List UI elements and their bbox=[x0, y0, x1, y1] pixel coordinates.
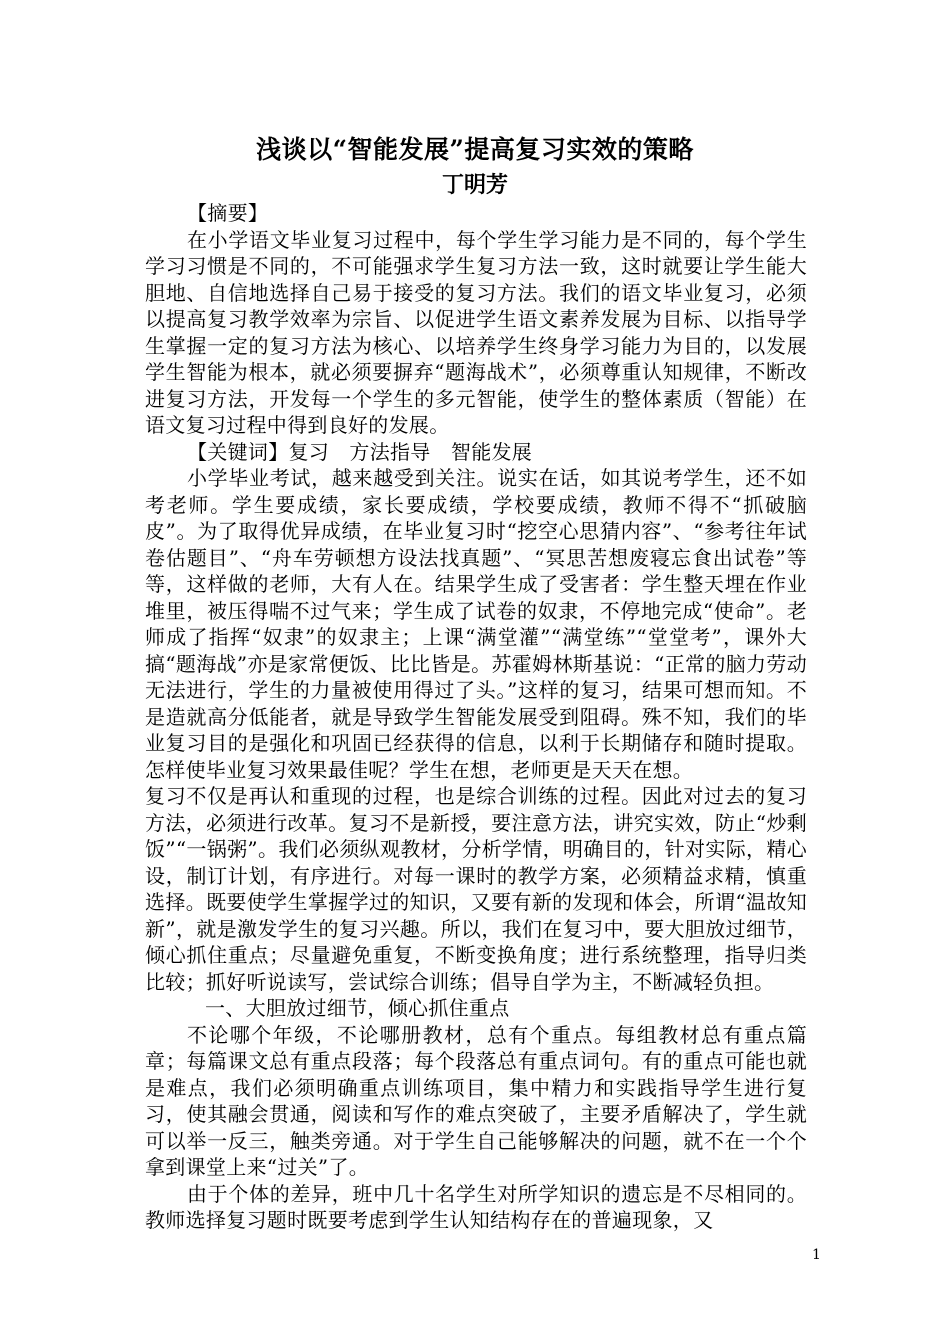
body-paragraph-4: 由于个体的差异，班中几十名学生对所学知识的遗忘是不尽相同的。教师选择复习题时既要考虑到学生认知结构存在的普遍现象，又 bbox=[145, 1181, 807, 1232]
document-title: 浅谈以“智能发展”提高复习实效的策略 bbox=[256, 135, 694, 164]
keywords-line: 【关键词】复习 方法指导 智能发展 bbox=[187, 439, 533, 464]
document-author: 丁明芳 bbox=[441, 172, 508, 198]
body-paragraph-1: 小学毕业考试，越来越受到关注。说实在话，如其说考学生，还不如考老师。学生要成绩，家长要成绩，学校要成绩，教师不得不“抓破脑皮”。为了取得优异成绩，在毕业复习时“挖空心思猜内容”、“参考往年试卷估题目”、“舟车劳顿想方设法找真题”、“冥思苦想废寝忘食出试卷”等等，这样做的老师，大有人在。结果学生成了受害者：学生整天埋在作业堆里，被压得喘不过气来；学生成了试卷的奴隶，不停地完成“使命”。老师成了指挥“奴隶”的奴隶主；上课“满堂灌”“满堂练”“堂堂考”，课外大搞“题海战”亦是家常便饭、比比皆是。苏霍姆林斯基说：“正常的脑力劳动无法进行，学生的力量被使用得过了头。”这样的复习，结果可想而知。不是造就高分低能者，就是导致学生智能发展受到阻碍。殊不知，我们的毕业复习目的是强化和巩固已经获得的信息，以利于长期储存和随时提取。怎样使毕业复习效果最佳呢？学生在想，老师更是天天在想。 bbox=[145, 466, 807, 782]
document-body bbox=[145, 200, 807, 1234]
section-heading-1: 一、大胆放过细节，倾心抓住重点 bbox=[205, 996, 510, 1020]
page-number: 1 bbox=[812, 1247, 821, 1263]
body-paragraph-2: 复习不仅是再认和重现的过程，也是综合训练的过程。因此对过去的复习方法，必须进行改革。复习不是新授，要注意方法，讲究实效，防止“炒剩饭”“一锅粥”。我们必须纵观教材，分析学情，明确目的，针对实际，精心设，制订计划，有序进行。对每一课时的教学方案，必须精益求精，慎重选择。既要使学生掌握学过的知识，又要有新的发现和体会，所谓“温故知新”，就是激发学生的复习兴趣。所以，我们在复习中，要大胆放过细节，倾心抓住重点；尽量避免重复，不断变换角度；进行系统整理，指导归类比较；抓好听说读写，尝试综合训练；倡导自学为主，不断减轻负担。 bbox=[145, 784, 807, 994]
abstract-label: 【摘要】 bbox=[187, 201, 269, 225]
abstract-paragraph: 在小学语文毕业复习过程中，每个学生学习能力是不同的，每个学生学习习惯是不同的，不可能强求学生复习方法一致，这时就要让学生能大胆地、自信地选择自己易于接受的复习方法。我们的语文毕业复习，必须以提高复习教学效率为宗旨、以促进学生语文素养发展为目标、以指导学生掌握一定的复习方法为核心、以培养学生终身学习能力为目的，以发展学生智能为根本，就必须要摒弃“题海战术”，必须尊重认知规律，不断改进复习方法，开发每一个学生的多元智能，使学生的整体素质（智能）在语文复习过程中得到良好的发展。 bbox=[145, 227, 807, 437]
body-paragraph-3: 不论哪个年级，不论哪册教材，总有个重点。每组教材总有重点篇章；每篇课文总有重点段落；每个段落总有重点词句。有的重点可能也就是难点，我们必须明确重点训练项目，集中精力和实践指导学生进行复习，使其融会贯通，阅读和写作的难点突破了，主要矛盾解决了，学生就可以举一反三，触类旁通。对于学生自己能够解决的问题，就不在一个个拿到课堂上来“过关”了。 bbox=[145, 1022, 807, 1179]
